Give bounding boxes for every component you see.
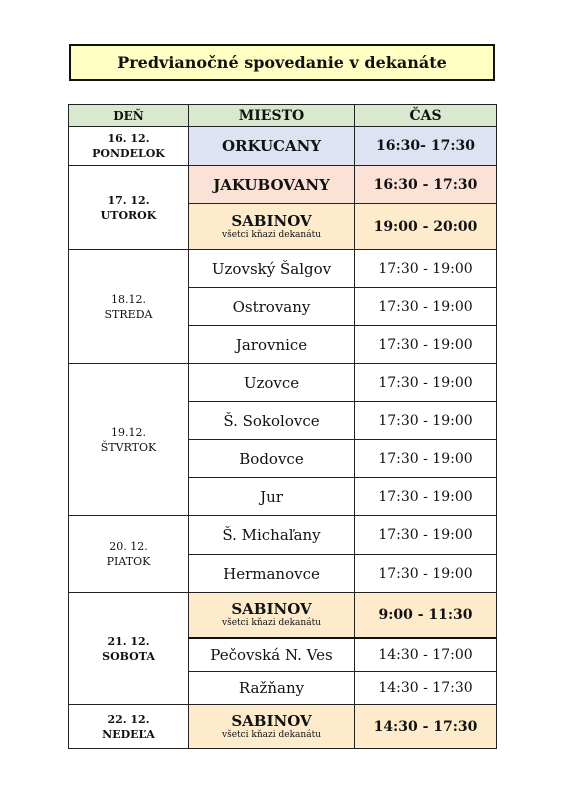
table-header-row [69, 105, 497, 127]
day-cell [69, 127, 189, 166]
time-cell: 17:30 - 19:00 [355, 555, 497, 593]
place-note: všetci kňazi dekanátu [221, 618, 321, 629]
day-cell [69, 516, 189, 593]
time-cell: 14:30 - 17:00 [355, 638, 497, 672]
time-cell: 17:30 - 19:00 [355, 516, 497, 555]
day-date: 16. 12. [107, 132, 150, 145]
time-cell: 17:30 - 19:00 [355, 288, 497, 326]
time-cell: 16:30 - 17:30 [355, 166, 497, 204]
place-cell [189, 204, 355, 250]
table-row [69, 250, 497, 288]
day-cell [69, 250, 189, 364]
time-cell: 17:30 - 19:00 [355, 440, 497, 478]
day-date: 22. 12. [107, 712, 150, 726]
place-cell: Jur [189, 478, 355, 516]
day-name: PIATOK [106, 555, 151, 568]
time-cell: 14:30 - 17:30 [355, 672, 497, 705]
place-cell [189, 705, 355, 749]
table-row [69, 516, 497, 555]
header-place: MIESTO [189, 105, 355, 127]
day-cell [69, 705, 189, 749]
place-name: SABINOV [231, 212, 312, 230]
day-name: UTOROK [100, 208, 157, 222]
place-cell: Ostrovany [189, 288, 355, 326]
day-date: 18.12. [111, 292, 146, 306]
place-cell [189, 593, 355, 638]
table-row [69, 127, 497, 166]
place-cell: Š. Michaľany [189, 516, 355, 555]
day-name: SOBOTA [102, 649, 155, 663]
place-cell: Ražňany [189, 672, 355, 705]
place-name: SABINOV [231, 712, 312, 730]
header-time: ČAS [355, 105, 497, 127]
place-cell: Uzovský Šalgov [189, 250, 355, 288]
time-cell: 9:00 - 11:30 [355, 593, 497, 638]
table-row [69, 705, 497, 749]
day-name: STREDA [104, 307, 153, 321]
day-name: PONDELOK [92, 147, 165, 160]
table-row [69, 166, 497, 204]
day-date: 21. 12. [107, 634, 150, 648]
place-cell: Pečovská N. Ves [189, 638, 355, 672]
place-cell: Uzovce [189, 364, 355, 402]
day-cell [69, 166, 189, 250]
place-cell: JAKUBOVANY [189, 166, 355, 204]
place-name: SABINOV [231, 600, 312, 619]
place-note: všetci kňazi dekanátu [221, 730, 321, 740]
time-cell: 17:30 - 19:00 [355, 402, 497, 440]
time-cell: 16:30- 17:30 [355, 127, 497, 166]
table-row [69, 593, 497, 638]
place-note: všetci kňazi dekanátu [221, 230, 321, 240]
day-name: ŠTVRTOK [100, 440, 157, 454]
time-cell: 17:30 - 19:00 [355, 364, 497, 402]
table-row [69, 364, 497, 402]
document-title: Predvianočné spovedanie v dekanáte [69, 44, 495, 81]
schedule-table [68, 104, 497, 749]
day-name: NEDEĽA [102, 727, 155, 741]
day-date: 19.12. [111, 425, 146, 439]
day-date: 20. 12. [109, 540, 148, 553]
place-cell: Bodovce [189, 440, 355, 478]
time-cell: 17:30 - 19:00 [355, 250, 497, 288]
place-cell: Š. Sokolovce [189, 402, 355, 440]
place-cell: Jarovnice [189, 326, 355, 364]
header-day: DEŇ [69, 105, 189, 127]
day-cell [69, 364, 189, 516]
time-cell: 17:30 - 19:00 [355, 478, 497, 516]
day-cell [69, 593, 189, 705]
time-cell: 17:30 - 19:00 [355, 326, 497, 364]
day-date: 17. 12. [107, 193, 150, 207]
place-cell: ORKUCANY [189, 127, 355, 166]
time-cell: 14:30 - 17:30 [355, 705, 497, 749]
time-cell: 19:00 - 20:00 [355, 204, 497, 250]
place-cell: Hermanovce [189, 555, 355, 593]
